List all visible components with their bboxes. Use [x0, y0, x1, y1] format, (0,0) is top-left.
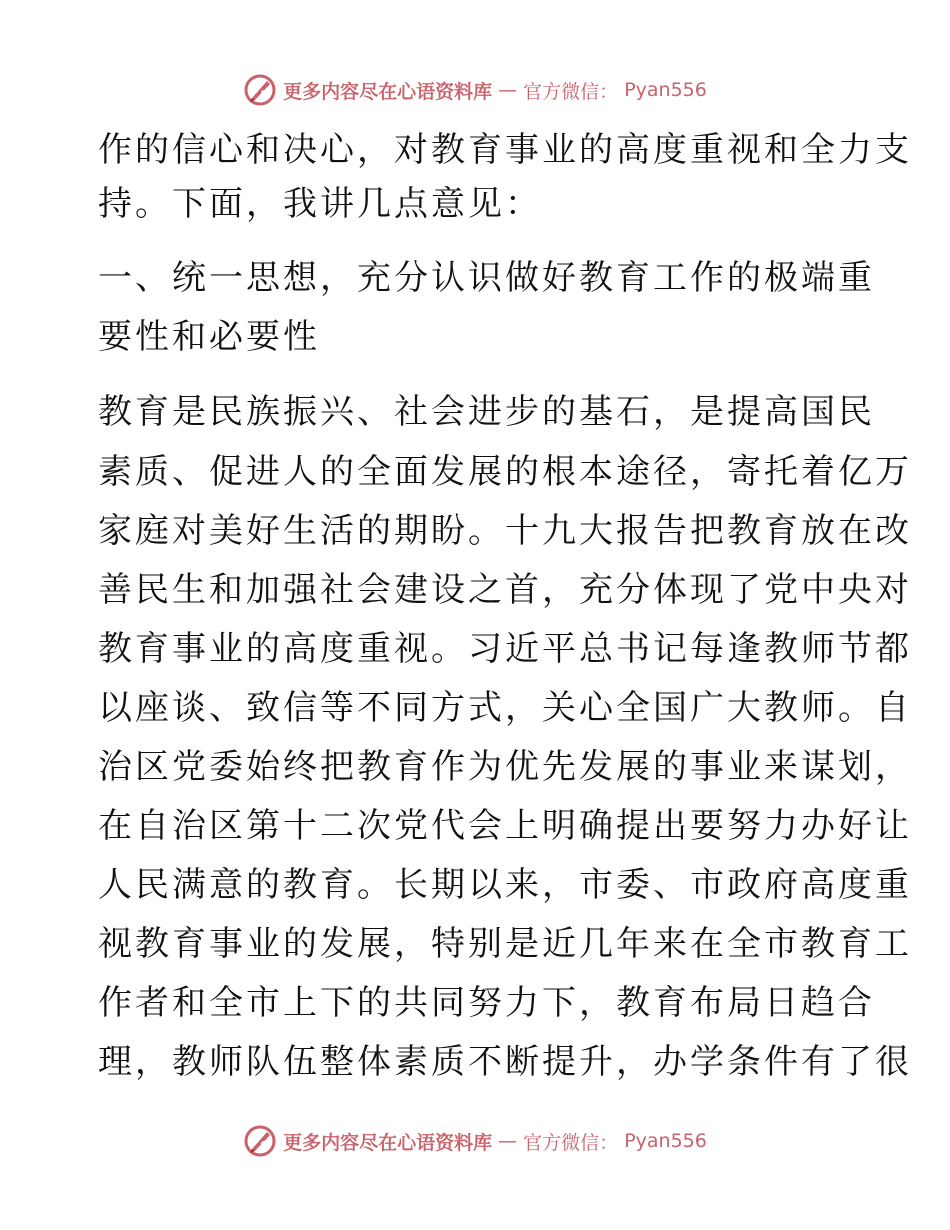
paragraph-line: 家庭对美好生活的期盼。十九大报告把教育放在改 — [98, 511, 912, 551]
paragraph-line: 善民生和加强社会建设之首，充分体现了党中央对 — [98, 570, 912, 610]
watermark-label: 官方微信： — [523, 80, 619, 103]
pen-logo-icon — [243, 1124, 277, 1158]
section-heading-line-1: 一、统一思想，充分认识做好教育工作的极端重 — [98, 258, 875, 298]
watermark-main-text: 更多内容尽在心语资料库 — [283, 80, 493, 103]
paragraph-line: 人民满意的教育。长期以来，市委、市政府高度重 — [98, 865, 912, 905]
watermark-separator: — — [498, 79, 518, 101]
header-watermark — [0, 70, 950, 110]
watermark-account: Pyan556 — [624, 1130, 707, 1152]
paragraph-line: 作者和全市上下的共同努力下，教育布局日趋合 — [98, 983, 875, 1023]
paragraph-line: 在自治区第十二次党代会上明确提出要努力办好让 — [98, 806, 912, 846]
paragraph-line: 教育是民族振兴、社会进步的基石，是提高国民 — [98, 392, 875, 432]
intro-line-1: 作的信心和决心，对教育事业的高度重视和全力支 — [98, 130, 912, 170]
watermark-account: Pyan556 — [624, 79, 707, 101]
section-heading-line-2: 要性和必要性 — [98, 317, 320, 357]
footer-watermark — [0, 1121, 950, 1161]
paragraph-line: 教育事业的高度重视。习近平总书记每逢教师节都 — [98, 629, 912, 669]
watermark-separator: — — [498, 1130, 518, 1152]
intro-line-2: 持。下面，我讲几点意见： — [98, 184, 542, 224]
paragraph-line: 素质、促进人的全面发展的根本途径，寄托着亿万 — [98, 452, 912, 492]
paragraph-line: 治区党委始终把教育作为优先发展的事业来谋划， — [98, 747, 912, 787]
paragraph-line: 视教育事业的发展，特别是近几年来在全市教育工 — [98, 924, 912, 964]
pen-logo-icon — [243, 73, 277, 107]
paragraph-line: 理，教师队伍整体素质不断提升，办学条件有了很 — [98, 1042, 912, 1082]
watermark-main-text: 更多内容尽在心语资料库 — [283, 1131, 493, 1154]
watermark-label: 官方微信： — [523, 1131, 619, 1154]
paragraph-line: 以座谈、致信等不同方式，关心全国广大教师。自 — [98, 688, 912, 728]
